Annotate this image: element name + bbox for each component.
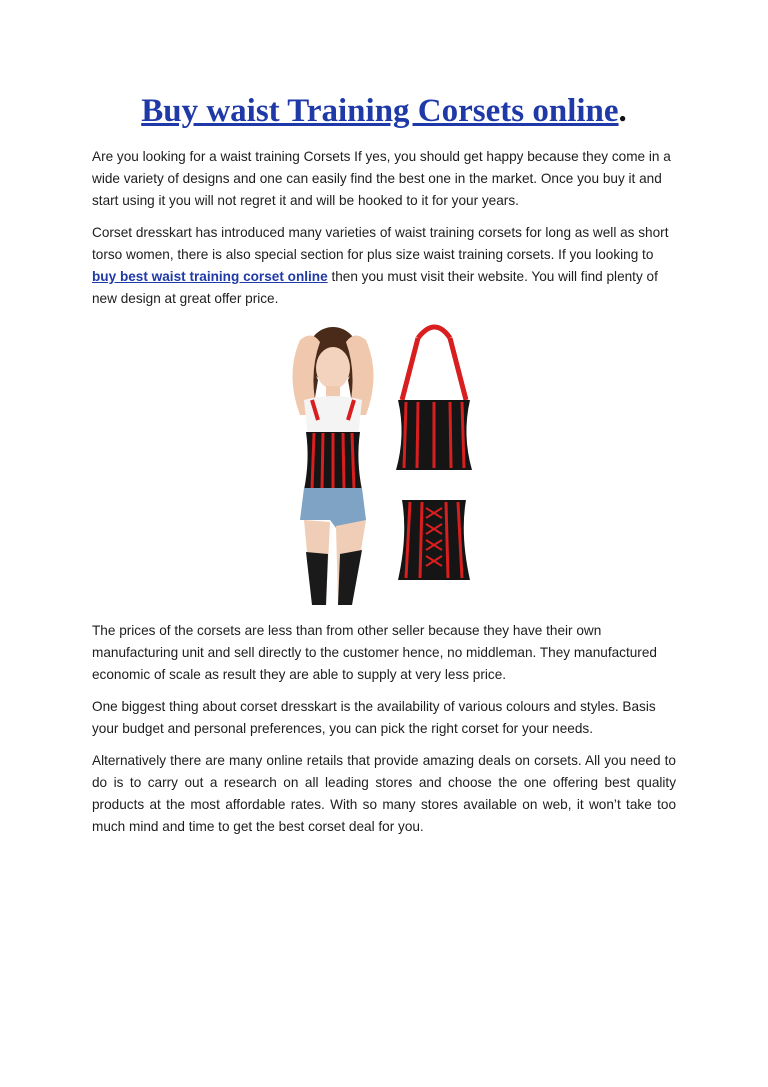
corset-back-product xyxy=(398,500,470,580)
corset-product-image xyxy=(0,320,768,610)
corset-illustration xyxy=(0,320,768,610)
paragraph-dresskart-after: then you must visit their website. You will find plenty of new design at great offer price. xyxy=(92,268,658,306)
paragraph-dresskart xyxy=(92,222,676,310)
paragraph-colours: One biggest thing about corset dresskart is the availability of various colours and styles. Basis your budget and personal preferences, you can pick the right corset for your needs. xyxy=(92,698,656,736)
paragraph-prices: The prices of the corsets are less than from other seller because they have their own manufacturing unit and sell directly to the customer hence, no middleman. They manufactured economic of scale as result they are able to supply at very less price. xyxy=(92,622,657,682)
page-title xyxy=(92,92,676,132)
title-link[interactable]: Buy waist Training Corsets online xyxy=(141,93,619,129)
title-period: . xyxy=(618,93,627,129)
paragraph-intro: Are you looking for a waist training Corsets If yes, you should get happy because they come in a wide variety of designs and one can easily find the best one in the market. Once you buy it and start using it you will not regret it and will be hooked to it for your years. xyxy=(92,148,671,208)
paragraph-dresskart-before: Corset dresskart has introduced many varieties of waist training corsets for long as well as short torso women, there is also special section for plus size waist training corsets. If you looking to xyxy=(92,224,669,262)
paragraph-alternatives: Alternatively there are many online retails that provide amazing deals on corsets. All you need to do is to carry out a research on all leading stores and choose the one offering best quality products at the most affordable rates. With so many stores available on web, it won’t take too much mind and time to get the best corset deal for you. xyxy=(92,752,676,834)
model-figure xyxy=(293,327,374,605)
buy-corset-link[interactable]: buy best waist training corset online xyxy=(92,268,328,284)
halter-corset-product xyxy=(396,327,472,470)
